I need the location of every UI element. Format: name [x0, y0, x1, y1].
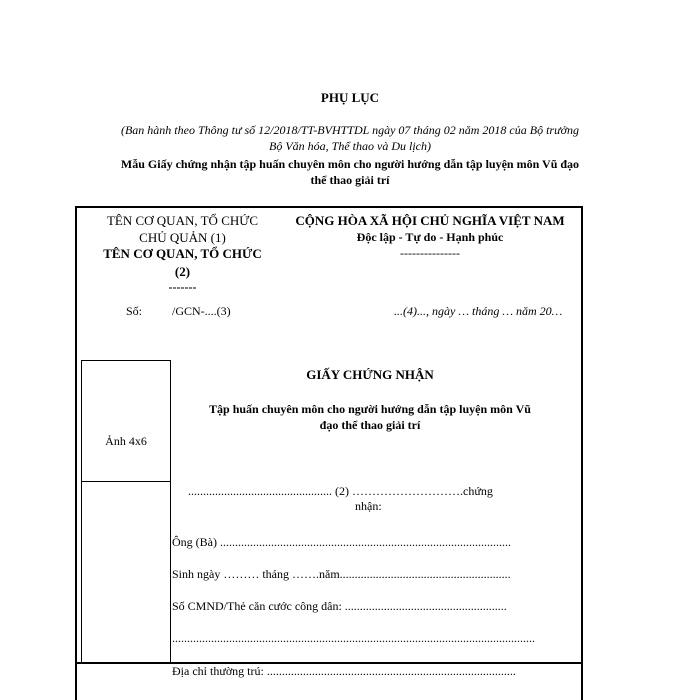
photo-placeholder: [81, 360, 171, 482]
field-birthdate: Sinh ngày ……… tháng …….năm.........................................................: [172, 567, 511, 581]
field-address: Địa chỉ thường trú: ...................................................................................: [172, 664, 516, 678]
national-separator: ---------------: [400, 246, 460, 260]
national-motto: Độc lập - Tự do - Hạnh phúc: [356, 230, 504, 244]
issuance-note-line2: Bộ Văn hóa, Thể thao và Du lịch): [269, 139, 431, 153]
certificate-desc-line1: Tập huấn chuyên môn cho người hướng dẫn tập luyện môn Vũ: [209, 402, 531, 416]
certificate-title: GIẤY CHỨNG NHẬN: [306, 367, 434, 382]
certifying-org-line: ................................................ (2) ……………………….chứng: [188, 484, 493, 498]
issuance-note-line1: (Ban hành theo Thông tư số 12/2018/TT-BVHTTDL ngày 07 tháng 02 năm 2018 của Bộ trưởng: [120, 123, 580, 137]
national-title: CỘNG HÒA XÃ HỘI CHỦ NGHĨA VIỆT NAM: [295, 213, 565, 228]
field-blank-line: .........................................................................................................................: [172, 631, 535, 645]
doc-number-value: /GCN-....(3): [172, 304, 231, 318]
appendix-title: PHỤ LỤC: [320, 90, 380, 105]
photo-label: Ảnh 4x6: [105, 434, 147, 448]
field-name: Ông (Bà) .................................................................................................: [172, 535, 511, 549]
org-parent-line2: CHỦ QUẢN (1): [139, 230, 226, 245]
form-title-line1: Mẫu Giấy chứng nhận tập huấn chuyên môn cho người hướng dẫn tập luyện môn Vũ đạo: [120, 157, 580, 171]
certificate-desc-line2: đạo thể thao giải trí: [319, 418, 421, 432]
org-name-line1: TÊN CƠ QUAN, TỔ CHỨC: [103, 246, 262, 261]
org-separator: -------: [168, 280, 197, 294]
field-id-number: Số CMND/Thẻ căn cước công dân: ......................................................: [172, 599, 507, 613]
org-parent-line1: TÊN CƠ QUAN, TỔ CHỨC: [106, 213, 259, 228]
org-name-line2: (2): [174, 264, 191, 279]
form-title-line2: thể thao giải trí: [310, 173, 390, 187]
doc-number-label: Số:: [126, 304, 143, 318]
certifying-org-line2: nhận:: [355, 499, 382, 513]
place-date: ...(4)..., ngày … tháng … năm 20…: [394, 304, 563, 318]
photo-column: [81, 482, 171, 664]
